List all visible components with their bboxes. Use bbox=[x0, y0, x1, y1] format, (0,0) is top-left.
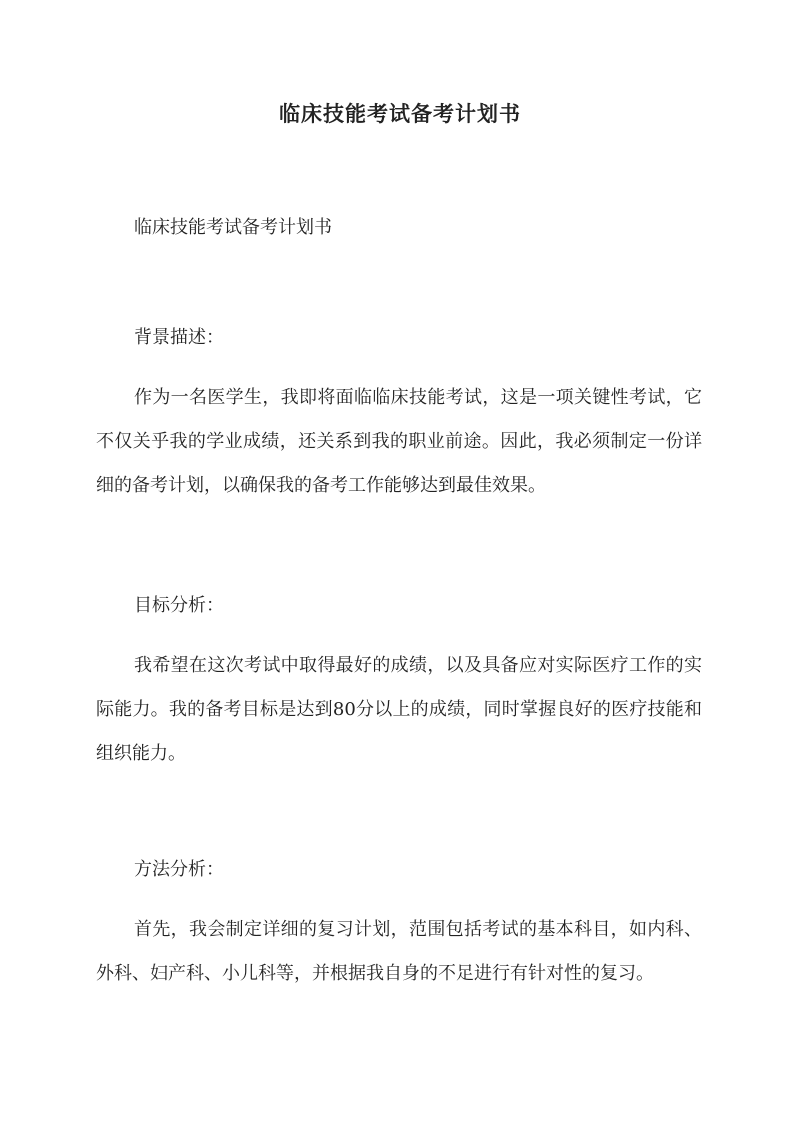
section-body-goals: 我希望在这次考试中取得最好的成绩，以及具备应对实际医疗工作的实际能力。我的备考目标是达到80分以上的成绩，同时掌握良好的医疗技能和组织能力。 bbox=[96, 655, 702, 764]
page-title: 临床技能考试备考计划书 bbox=[279, 101, 521, 126]
section-heading-goals: 目标分析： bbox=[134, 595, 224, 616]
section-heading-background: 背景描述： bbox=[134, 327, 224, 348]
section-heading-methods: 方法分析： bbox=[134, 859, 224, 880]
section-body-methods: 首先，我会制定详细的复习计划，范围包括考试的基本科目，如内科、外科、妇产科、小儿科等，并根据我自身的不足进行有针对性的复习。 bbox=[96, 919, 702, 984]
section-body-background: 作为一名医学生，我即将面临临床技能考试，这是一项关键性考试，它不仅关乎我的学业成绩，还关系到我的职业前途。因此，我必须制定一份详细的备考计划，以确保我的备考工作能够达到最佳效果。 bbox=[96, 387, 702, 496]
document-subtitle: 临床技能考试备考计划书 bbox=[134, 217, 332, 238]
